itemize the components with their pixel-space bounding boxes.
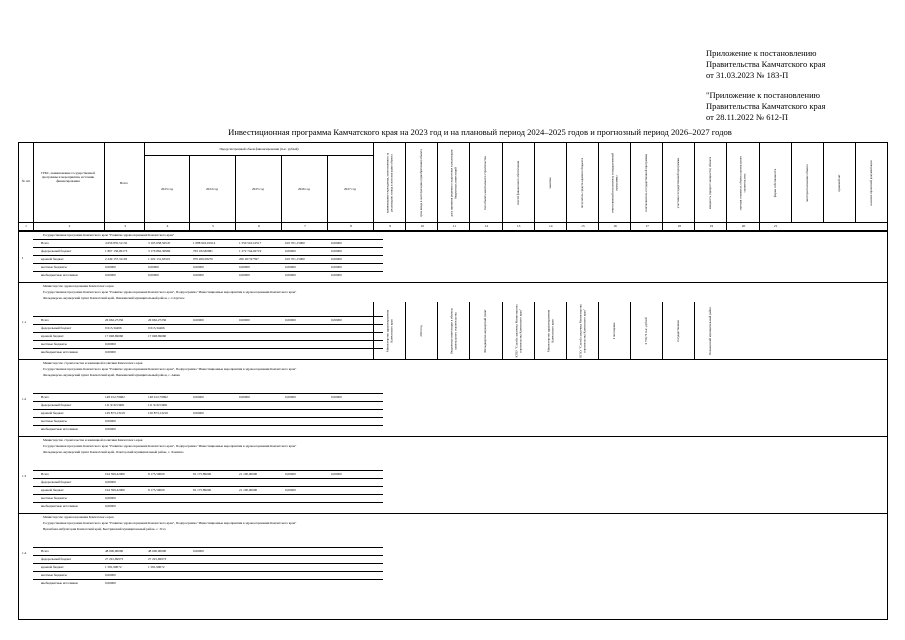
funding-year-value: 0,00000: [331, 318, 342, 322]
funding-year-value: 200 267,97597: [239, 257, 259, 261]
funding-year-value: 0,00000: [285, 318, 296, 322]
column-number: 18: [662, 222, 695, 230]
funding-label: краевой бюджет: [41, 488, 64, 492]
funding-year-value: 150 873,13219: [148, 411, 168, 415]
funding-total: 104 399,42000: [105, 488, 125, 492]
funding-year-value: 0,00000: [331, 249, 342, 253]
funding-year-value: 81 175,89000: [193, 488, 212, 492]
vertical-cell-text: Министерство здравоохранения Камчатского края: [385, 309, 394, 353]
section-object: Фельдшерско-акушерский пункт Камчатский край, Пенжинский муниципальный район, с. Слаутное: [43, 296, 185, 300]
header-divider: [281, 155, 282, 222]
header-funding: Предусмотренный объем финансирования (тыс. рублей): [219, 147, 299, 151]
funding-year-value: 48 000,00000: [148, 549, 167, 553]
header-vertical-column: [759, 143, 792, 222]
funding-row: [33, 271, 383, 279]
header-divider: [33, 143, 34, 222]
section-number: 1.2: [22, 396, 27, 401]
funding-row: [33, 579, 383, 587]
header-vertical-label: форма собственности: [772, 168, 777, 197]
funding-year-value: 26 662,27256: [148, 318, 167, 322]
funding-row: [33, 417, 383, 425]
funding-year-value: 0,00000: [331, 395, 342, 399]
column-number: 6: [235, 222, 282, 230]
section-subprogram: Государственная программа Камчатского края "Развитие здравоохранения Камчатского края", Подпрограмма "Инвестиционные мероприятия в здравоохранении Камчатского края": [43, 367, 297, 371]
header-year: 2024 год: [206, 187, 218, 191]
section-number: I: [22, 255, 24, 260]
funding-year-value: 0,00000: [239, 265, 250, 269]
header-year: 2025 год: [252, 187, 264, 191]
appendix-line: от 28.11.2022 № 612-П: [706, 112, 788, 122]
column-number: 1: [25, 224, 27, 228]
vertical-cell: [630, 302, 663, 360]
header-divider: [327, 155, 328, 222]
funding-row: [33, 247, 383, 255]
funding-year-value: 0,00000: [331, 265, 342, 269]
funding-row: [33, 255, 383, 263]
funding-total: 0,00000: [105, 480, 116, 484]
header-total: Всего: [119, 181, 129, 185]
column-number: 13: [502, 222, 535, 230]
funding-year-value: 0,00000: [239, 318, 250, 322]
funding-total: 1 867 156,09173: [105, 249, 128, 253]
funding-year-value: 17 048,69660: [148, 334, 167, 338]
funding-year-value: 0,00000: [285, 472, 296, 476]
funding-year-value: 0,00000: [239, 273, 250, 277]
appendix-block-1: [706, 48, 896, 81]
funding-row: [33, 502, 383, 510]
funding-label: местные бюджеты: [41, 265, 67, 269]
header-vertical-column: [534, 143, 567, 222]
vertical-cell: [373, 302, 406, 360]
document-title: Инвестиционная программа Камчатского края на 2023 год и на плановый период 2024–2025 годов и прогнозный период 2026–2027 годов: [228, 127, 732, 137]
table-section: [19, 231, 887, 277]
header-divider: [189, 155, 190, 222]
funding-total: 1 581,90072: [105, 565, 122, 569]
header-vertical-label: правовой акт: [837, 173, 842, 192]
funding-year-value: 0,00000: [148, 273, 159, 277]
funding-label: краевой бюджет: [41, 334, 64, 338]
funding-row: [33, 555, 383, 563]
funding-label: федеральный бюджет: [41, 326, 72, 330]
investment-table: [18, 142, 888, 620]
funding-year-value: 1 272 744,02719: [239, 249, 262, 253]
column-number: 5: [189, 222, 236, 230]
funding-year-value: 0,00000: [331, 241, 342, 245]
funding-rows: [33, 393, 383, 433]
header-vertical-label: ответственный исполнитель государственной программы: [610, 152, 618, 213]
header-funding-line: [144, 155, 373, 156]
header-vertical-column: [566, 143, 599, 222]
section-title: Государственная программа Камчатского края "Развитие здравоохранения Камчатского края": [43, 233, 175, 237]
header-vertical-column: [437, 143, 470, 222]
funding-row: [33, 401, 383, 409]
funding-label: местные бюджеты: [41, 496, 67, 500]
vertical-cell-text: Бюджетные инвестиции в объекты капитального строительства: [449, 308, 458, 354]
funding-label: внебюджетные источники: [41, 350, 78, 354]
column-number: 4: [144, 222, 190, 230]
funding-year-value: 21 100,00000: [239, 488, 258, 492]
vertical-cell: [694, 302, 727, 360]
column-number: 19: [694, 222, 727, 230]
column-number: 15: [566, 222, 599, 230]
appendix-line: Приложение к постановлению: [706, 48, 817, 58]
funding-year-value: 0,00000: [285, 249, 296, 253]
section-title: Министерство здравоохранения Камчатского края: [43, 515, 114, 519]
column-number: 20: [726, 222, 759, 230]
funding-total: 148 012,79962: [105, 395, 125, 399]
funding-label: внебюджетные источники: [41, 273, 78, 277]
funding-year-value: 8 175,59000: [148, 472, 165, 476]
funding-label: краевой бюджет: [41, 565, 64, 569]
header-vertical-label: тип объекта капитального строительства: [483, 155, 488, 210]
funding-label: местные бюджеты: [41, 419, 67, 423]
section-subprogram: Государственная программа Камчатского края "Развитие здравоохранения Камчатского края", Подпрограмма "Инвестиционные мероприятия в здравоохранении Камчатского края": [43, 521, 297, 525]
funding-year-value: 0,00000: [193, 395, 204, 399]
funding-rows: [33, 239, 383, 279]
column-number-row: [19, 222, 887, 231]
funding-year-value: 619 701,15000: [285, 257, 305, 261]
funding-row: [33, 547, 383, 555]
funding-total: 0,00000: [105, 504, 116, 508]
funding-total: 27 291,69973: [105, 557, 124, 561]
funding-year-value: 27 291,69973: [148, 557, 167, 561]
funding-year-value: 81 175,89000: [193, 472, 212, 476]
column-number: 9: [373, 222, 406, 230]
funding-year-value: 3 176 862,30969: [148, 249, 171, 253]
funding-row: [33, 324, 383, 332]
column-number: 7: [281, 222, 328, 230]
vertical-cell-text: Министерство здравоохранения Камчатского края: [546, 309, 554, 353]
funding-label: федеральный бюджет: [41, 403, 72, 407]
funding-total: 9 613,34466: [105, 326, 122, 330]
funding-year-value: 9 613,34466: [148, 326, 165, 330]
header-vertical-label: получатель средств краевого бюджета: [580, 157, 585, 208]
funding-label: Всего: [41, 549, 50, 553]
appendix-line: "Приложение к постановлению: [706, 90, 821, 100]
section-subprogram: Государственная программа Камчатского края "Развитие здравоохранения Камчатского края", Подпрограмма "Инвестиционные мероприятия в здравоохранении Камчатского края": [43, 290, 297, 294]
header-divider: [235, 155, 236, 222]
funding-year-value: 979 266,58270: [193, 257, 213, 261]
funding-rows: [33, 547, 383, 587]
funding-total: 48 000,00000: [105, 549, 124, 553]
funding-rows: [33, 316, 383, 356]
table-section: [19, 282, 887, 358]
funding-label: краевой бюджет: [41, 411, 64, 415]
funding-row: [33, 470, 383, 478]
funding-year-value: 0,00000: [285, 265, 296, 269]
section-object: Фельдшерско-акушерский пункт Камчатский край, Пенжинский муниципальный район, с. Аянка: [43, 373, 181, 377]
vertical-cell: [662, 302, 695, 360]
vertical-cell-text: Фельдшерско-акушерский пункт: [483, 309, 488, 353]
funding-total: 2 249 157,31193: [105, 257, 128, 261]
vertical-cell-text: 4 750,71 тыс. рублей: [644, 317, 649, 345]
vertical-cell-text: Пенжинский муниципальный район: [708, 307, 713, 355]
header-vertical-column: [662, 143, 695, 222]
funding-row: [33, 393, 383, 401]
funding-year-value: 0,00000: [331, 472, 342, 476]
column-number: 17: [630, 222, 663, 230]
column-number: 2: [33, 222, 105, 230]
header-year: 2027 год: [344, 187, 356, 191]
header-vertical-label: наименование учреждения, ответственного за реализацию и ввод в эксплуатацию объекта: [385, 152, 394, 213]
header-num: № п/п: [21, 179, 31, 183]
funding-row: [33, 332, 383, 340]
column-number: 3: [104, 222, 145, 230]
funding-total: 129 873,13219: [105, 411, 125, 415]
header-vertical-label: дата принятия решения о подготовке и реализации бюджетных инвестиций: [449, 149, 458, 216]
funding-year-value: 8 175,59000: [148, 488, 165, 492]
header-vertical-label: способ финансового обеспечения: [515, 160, 520, 205]
vertical-cell: [437, 302, 470, 360]
header-vertical-label: мощность (прирост мощности) объекта: [708, 156, 713, 209]
funding-year-value: 0,00000: [193, 318, 204, 322]
funding-label: краевой бюджет: [41, 257, 64, 261]
funding-year-value: 148 012,79962: [148, 395, 168, 399]
funding-year-value: 0,00000: [285, 395, 296, 399]
funding-total: 0,00000: [105, 342, 116, 346]
vertical-cell: [598, 302, 631, 360]
funding-year-value: 1 202 131,63501: [148, 257, 171, 261]
vertical-cell: [502, 302, 535, 360]
funding-row: [33, 409, 383, 417]
funding-total: 26 662,27256: [105, 318, 124, 322]
header-vertical-label: наличие проектной документации: [869, 159, 874, 206]
funding-total: 0,00000: [105, 581, 116, 585]
funding-row: [33, 571, 383, 579]
funding-year-value: 111 919,53481: [148, 403, 168, 407]
funding-total: 111 919,53481: [105, 403, 125, 407]
header-vertical-label: соисполнитель государственной программы: [644, 153, 649, 212]
table-section: [19, 436, 887, 508]
funding-row: [33, 563, 383, 571]
funding-total: 0,00000: [105, 350, 116, 354]
header-vertical-column: [630, 143, 663, 222]
funding-total: 0,00000: [105, 265, 116, 269]
funding-year-value: 0,00000: [193, 411, 204, 415]
vertical-cell-text: 1 посещение: [612, 322, 617, 340]
vertical-cell-text: КГБУ "Служба заказчика Министерства строительства Камчатского края": [513, 304, 522, 358]
column-number: 8: [327, 222, 374, 230]
funding-label: Всего: [41, 318, 50, 322]
header-year: 2023 год: [161, 187, 173, 191]
section-number: 1.4: [22, 550, 27, 555]
funding-total: 0,00000: [105, 419, 116, 423]
header-vertical-label: участник государственной программы: [676, 157, 681, 208]
funding-row: [33, 340, 383, 348]
header-vertical-label: заказчик: [547, 176, 552, 189]
section-title: Министерство здравоохранения Камчатского края: [43, 284, 114, 288]
vertical-cell: [469, 302, 502, 360]
funding-year-value: 1 550 516,10517: [239, 241, 262, 245]
funding-label: местные бюджеты: [41, 573, 67, 577]
funding-total: 0,00000: [105, 427, 116, 431]
vertical-cell: [405, 302, 438, 360]
funding-row: [33, 425, 383, 433]
vertical-cell: [566, 302, 599, 360]
funding-total: 17 048,69660: [105, 334, 124, 338]
column-number: 11: [437, 222, 470, 230]
funding-year-value: 0,00000: [193, 549, 204, 553]
funding-row: [33, 239, 383, 247]
funding-label: местные бюджеты: [41, 342, 67, 346]
header-vertical-column: [791, 143, 824, 222]
funding-year-value: 0,00000: [331, 257, 342, 261]
funding-year-value: 1 581,90072: [148, 565, 165, 569]
funding-label: внебюджетные источники: [41, 504, 78, 508]
funding-row: [33, 316, 383, 324]
table-section: [19, 359, 887, 431]
header-vertical-column: [823, 143, 856, 222]
header-vertical-label: сметная стоимость объекта капитального строительства: [738, 155, 747, 210]
funding-year-value: 3 105 058,50547: [148, 241, 171, 245]
funding-row: [33, 486, 383, 494]
column-number: 14: [534, 222, 567, 230]
header-grbs: ГРБС, наименование государственной программы и мероприятия, источник финансирования: [41, 171, 95, 183]
section-number: 1.3: [22, 473, 27, 478]
funding-year-value: 0,00000: [193, 273, 204, 277]
funding-label: федеральный бюджет: [41, 249, 72, 253]
vertical-cell-text: государственная: [676, 320, 681, 342]
funding-year-value: 0,00000: [193, 265, 204, 269]
header-year: 2026 год: [298, 187, 310, 191]
appendix-block-2: [706, 90, 896, 123]
column-number: 21: [759, 222, 792, 230]
header-vertical-column: [373, 143, 406, 222]
funding-label: федеральный бюджет: [41, 557, 72, 561]
section-subprogram: Государственная программа Камчатского края "Развитие здравоохранения Камчатского края", Подпрограмма "Инвестиционные мероприятия в здравоохранении Камчатского края": [43, 444, 297, 448]
table-section: [19, 513, 887, 585]
header-vertical-column: [502, 143, 535, 222]
header-vertical-column: [855, 143, 888, 222]
funding-label: Всего: [41, 472, 50, 476]
funding-year-value: 0,00000: [239, 395, 250, 399]
funding-label: федеральный бюджет: [41, 480, 72, 484]
vertical-cell: [534, 302, 567, 360]
funding-total: 0,00000: [105, 573, 116, 577]
funding-year-value: 0,00000: [148, 265, 159, 269]
header-vertical-column: [598, 143, 631, 222]
funding-year-value: 0,00000: [331, 273, 342, 277]
section-object: Фельдшерско-акушерский пункт Камчатский край, Олюторский муниципальный район, с. Хаилино: [43, 450, 184, 454]
funding-label: Всего: [41, 241, 50, 245]
section-title: Министерство строительства и жилищной политики Камчатского края: [43, 361, 143, 365]
appendix-line: Правительства Камчатского края: [706, 101, 826, 111]
vertical-cell-text: 2023 год: [419, 325, 424, 337]
funding-year-value: 0,00000: [285, 273, 296, 277]
funding-label: Всего: [41, 395, 50, 399]
funding-total: 0,00000: [105, 496, 116, 500]
header-vertical-label: срок ввода в эксплуатацию (приобретения) объекта: [419, 148, 424, 217]
table-header: [19, 143, 887, 223]
section-title: Министерство строительства и жилищной политики Камчатского края: [43, 438, 143, 442]
section-number: 1.1: [22, 319, 27, 324]
funding-total: 0,00000: [105, 273, 116, 277]
funding-year-value: 0,00000: [285, 488, 296, 492]
funding-row: [33, 263, 383, 271]
funding-row: [33, 348, 383, 356]
header-vertical-column: [694, 143, 727, 222]
funding-label: внебюджетные источники: [41, 581, 78, 585]
header-vertical-column: [405, 143, 438, 222]
appendix-line: Правительства Камчатского края: [706, 59, 826, 69]
funding-label: внебюджетные источники: [41, 427, 78, 431]
section-object: Врачебная амбулатория Камчатский край, Быстринский муниципальный район, с. Эссо: [43, 527, 166, 531]
header-vertical-column: [726, 143, 759, 222]
header-vertical-column: [469, 143, 502, 222]
column-number: 16: [598, 222, 631, 230]
funding-year-value: 21 100,00000: [239, 472, 258, 476]
funding-year-value: 619 701,15000: [285, 241, 305, 245]
funding-rows: [33, 470, 383, 510]
appendix-line: от 31.03.2023 № 183-П: [706, 70, 789, 80]
funding-row: [33, 478, 383, 486]
column-number: 12: [469, 222, 502, 230]
vertical-cell-text: КГКУ "Служба заказчика Министерства строительства Камчатского края": [578, 304, 586, 358]
column-number: 10: [405, 222, 438, 230]
funding-total: 4 656 835,51132: [105, 241, 128, 245]
funding-year-value: 763 182,80981: [193, 249, 213, 253]
header-vertical-label: месторасположение объекта: [804, 163, 809, 202]
funding-total: 104 399,42000: [105, 472, 125, 476]
funding-row: [33, 494, 383, 502]
funding-year-value: 1 088 916,01914: [193, 241, 216, 245]
